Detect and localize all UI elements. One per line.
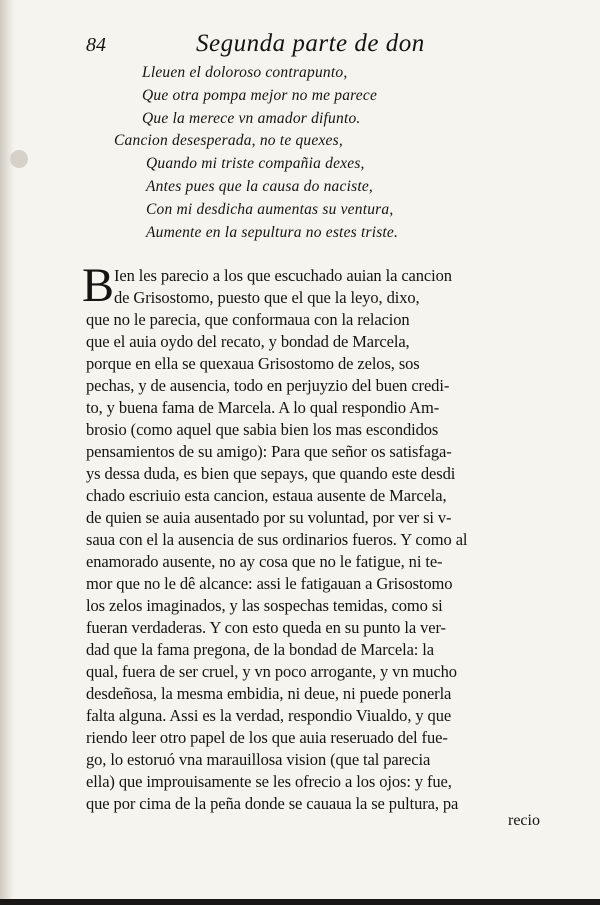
prose-line: fueran verdaderas. Y con esto queda en su punto la ver- xyxy=(86,618,446,637)
verse-line: Quando mi triste compañia dexes, xyxy=(146,155,365,172)
prose-line: qual, fuera de ser cruel, y vn poco arrogante, y vn mucho xyxy=(86,662,457,681)
drop-cap: B xyxy=(82,259,115,312)
prose-line: mor que no le dê alcance: assi le fatigauan a Grisostomo xyxy=(86,574,453,593)
page-number: 84 xyxy=(86,34,106,56)
prose-line: que por cima de la peña donde se cauaua la se pultura, pa xyxy=(86,794,459,813)
prose-line: ella) que improuisamente se les ofrecio a los ojos: y fue, xyxy=(86,772,452,791)
verse-line: Aumente en la sepultura no estes triste. xyxy=(146,224,399,241)
prose-line: brosio (como aquel que sabia bien los mas escondidos xyxy=(86,420,439,439)
verse-line: Que otra pompa mejor no me parece xyxy=(142,87,378,104)
prose-line: go, lo estoruó vna marauillosa vision (que tal parecia xyxy=(86,750,431,769)
prose-line: chado escriuio esta cancion, estaua ausente de Marcela, xyxy=(86,486,447,505)
prose-line: riendo leer otro papel de los que auia reseruado del fue- xyxy=(86,728,448,747)
prose-line: de quien se auia ausentado por su voluntad, por ver si v- xyxy=(86,508,452,527)
page-bottom-edge xyxy=(0,899,600,905)
prose-line: enamorado ausente, no ay cosa que no le fatigue, ni te- xyxy=(86,552,443,571)
prose-line: dad que la fama pregona, de la bondad de Marcela: la xyxy=(86,640,435,659)
binding-hole xyxy=(10,150,28,168)
verse-line: Que la merece vn amador difunto. xyxy=(142,110,361,127)
prose-line: to, y buena fama de Marcela. A lo qual respondio Am- xyxy=(86,398,440,417)
verse-line: Cancion desesperada, no te quexes, xyxy=(114,132,343,149)
prose-line: pechas, y de ausencia, todo en perjuyzio del buen credi- xyxy=(86,376,450,395)
prose-line: pensamientos de su amigo): Para que señor os satisfaga- xyxy=(86,442,452,461)
prose-line: que no le parecia, que conformaua con la relacion xyxy=(86,310,410,329)
prose-line: falta alguna. Assi es la verdad, respondio Viualdo, y que xyxy=(86,706,452,725)
binding-shadow xyxy=(0,0,14,905)
verse-line: Antes pues que la causa do naciste, xyxy=(146,178,373,195)
prose-line: que el auia oydo del recato, y bondad de Marcela, xyxy=(86,332,410,351)
catchword: recio xyxy=(508,812,540,829)
verse-line: Con mi desdicha aumentas su ventura, xyxy=(146,201,394,218)
prose-line: saua con el la ausencia de sus ordinarios fueros. Y como al xyxy=(86,530,468,549)
prose-line: porque en ella se quexaua Grisostomo de zelos, sos xyxy=(86,354,420,373)
prose-line: Ien les parecio a los que escuchado auian la cancion xyxy=(114,266,452,285)
prose-line: desdeñosa, la mesma embidia, ni deue, ni puede ponerla xyxy=(86,684,452,703)
verse-line: Lleuen el doloroso contrapunto, xyxy=(142,64,348,81)
prose-line: los zelos imaginados, y las sospechas temidas, como si xyxy=(86,596,443,615)
prose-line: de Grisostomo, puesto que el que la leyo, dixo, xyxy=(114,288,420,307)
running-head: Segunda parte de don xyxy=(196,30,425,57)
prose-line: ys dessa duda, es bien que sepays, que quando este desdi xyxy=(86,464,456,483)
